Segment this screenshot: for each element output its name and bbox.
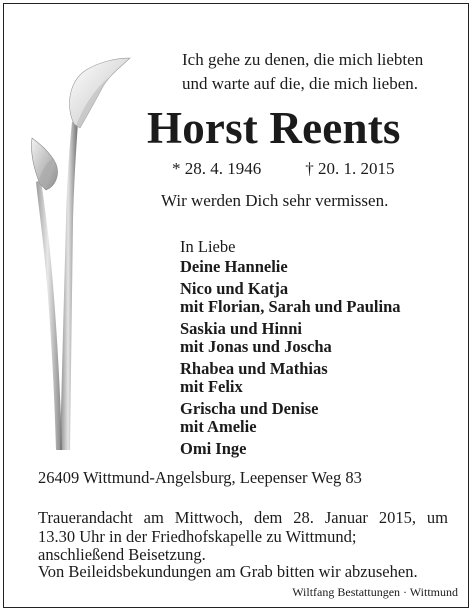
undertaker-credit: Wiltfang Bestattungen · Wittmund	[292, 585, 458, 599]
mourner-line: Rhabea und Mathias	[180, 359, 328, 378]
service-word: am	[143, 508, 164, 527]
verse-line: und warte auf die, die mich lieben.	[182, 74, 419, 93]
family-address: 26409 Wittmund-Angelsburg, Leepenser Weg 83	[38, 468, 362, 487]
mourners-list	[180, 238, 401, 462]
obituary-notice	[3, 3, 469, 608]
verse-line: Ich gehe zu denen, die mich liebten	[182, 50, 424, 69]
mourner-group	[180, 440, 401, 458]
mourner-line: mit Felix	[180, 377, 243, 397]
service-word: Mittwoch,	[174, 508, 244, 527]
mourner-line: Nico und Katja	[180, 279, 289, 298]
verse	[182, 48, 423, 96]
mourner-group	[180, 280, 401, 316]
farewell-line: Wir werden Dich sehr vermissen.	[161, 191, 389, 210]
mourner-group	[180, 258, 401, 276]
service-word: dem	[253, 508, 283, 527]
mourner-line: mit Amelie	[180, 417, 257, 437]
service-word: Januar	[324, 508, 368, 527]
mourner-line: Omi Inge	[180, 439, 247, 458]
service-word: 2015,	[378, 508, 416, 527]
mourner-group	[180, 360, 401, 396]
deceased-name: Horst Reents	[147, 103, 401, 153]
mourners-intro: In Liebe	[180, 237, 236, 256]
service-word: um	[426, 508, 448, 527]
mourner-line: mit Florian, Sarah und Paulina	[180, 297, 401, 317]
death-date: † 20. 1. 2015	[305, 159, 395, 178]
service-word: 28.	[293, 508, 314, 527]
mourner-group	[180, 320, 401, 356]
mourner-group	[180, 400, 401, 436]
life-dates	[172, 158, 395, 180]
mourner-line: mit Jonas und Joscha	[180, 337, 332, 357]
mourner-line: Saskia und Hinni	[180, 319, 302, 338]
mourner-line: Grischa und Denise	[180, 399, 319, 418]
birth-date: * 28. 4. 1946	[172, 159, 262, 178]
service-word: Trauerandacht	[38, 508, 133, 527]
condolence-request: Von Beileidsbekundungen am Grab bitten wir abzusehen.	[38, 562, 418, 581]
calla-lily-illustration	[26, 52, 146, 452]
service-line: anschließend Beisetzung.	[38, 545, 206, 565]
service-line: 13.30 Uhr in der Friedhofskapelle zu Wittmund;	[38, 526, 357, 546]
service-info	[38, 509, 448, 565]
mourner-line: Deine Hannelie	[180, 257, 288, 277]
service-line	[38, 509, 448, 528]
